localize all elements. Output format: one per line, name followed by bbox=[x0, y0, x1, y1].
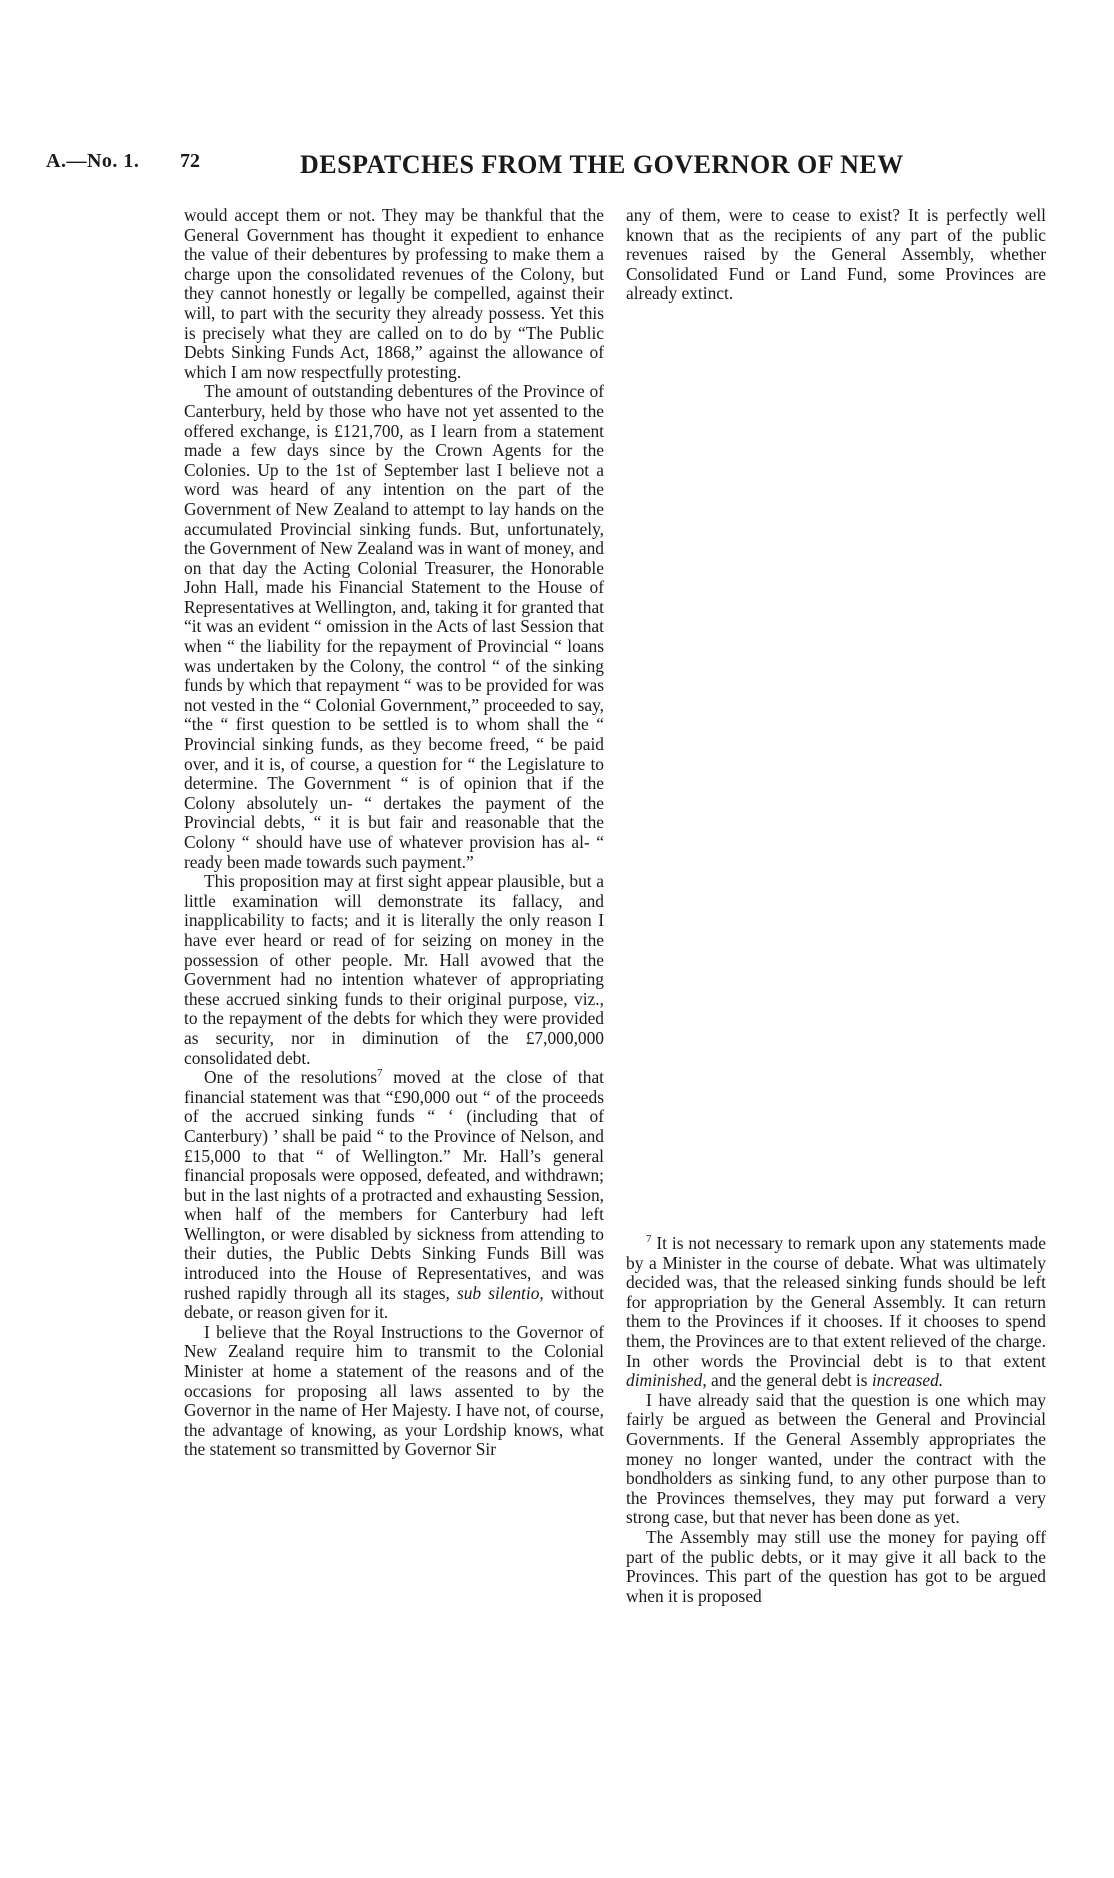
text-run: It is not necessary to remark upon any statements made by a Minister in the course of debate. What was ultimately decided was, that the released sinking funds should be left for appropriation by the General Assembly. It can return them to the Provinces if it chooses. If it chooses to spend them, the Provinces are to that extent relieved of the charge. In other words the Provincial debt is to that extent bbox=[626, 1233, 1046, 1371]
paragraph: I have already said that the question is one which may fairly be argued as between the General and Provincial Governments. If the General Assembly appropriates the money no longer wanted, under the contract with the bondholders as sinking fund, to any other purpose than to the Provinces themselves, they may put forward a very strong case, but that never has been done as yet. bbox=[626, 1389, 1046, 1528]
footnote-paragraph bbox=[626, 1234, 1046, 1391]
italic-text: sub silentio, bbox=[456, 1282, 544, 1303]
running-title: DESPATCHES FROM THE GOVERNOR OF NEW bbox=[300, 150, 904, 179]
text-run: One of the resolutions bbox=[204, 1067, 378, 1088]
paragraph: The Assembly may still use the money for paying off part of the public debts, or it may give it all back to the Provinces. This part of the question has got to be argued when it is proposed bbox=[626, 1526, 1046, 1606]
paragraph bbox=[184, 1068, 604, 1323]
italic-text: increased. bbox=[871, 1370, 944, 1391]
text-run: moved at the close of that financial statement was that “£90,000 out “ of the proceeds of the accrued sinking funds “ ‘ (including that of Canterbury) ’ shall be paid “ to the Province of Nelson, and £15,000 to that “ of Wellington.” Mr. Hall’s general financial proposals were opposed, defeated, and withdrawn; but in the last nights of a protracted and exhausting Session, when half of the members for Canterbury had left Wellington, or were disabled by sickness from attending to their duties, the Public Debts Sinking Funds Bill was introduced into the House of Representatives, and was rushed rapidly through all its stages, bbox=[184, 1067, 604, 1303]
left-column bbox=[184, 206, 604, 1460]
paragraph: would accept them or not. They may be thankful that the General Government has thought it expedient to enhance the value of their debentures by professing to make them a charge upon the consolidated revenues of the Colony, but they cannot honestly or legally be compelled, against their will, to part with the security they already possess. Yet this is precisely what they are called on to do by “The Public Debts Sinking Funds Act, 1868,” against the allowance of which I am now respectfully protesting. bbox=[184, 205, 604, 382]
paragraph: I believe that the Royal Instructions to the Governor of New Zealand require him to transmit to the Colonial Minister at home a statement of the reasons and of the occasions for proposing all laws assented to by the Governor in the name of Her Majesty. I have not, of course, the advantage of knowing, as your Lordship knows, what the statement so transmitted by Governor Sir bbox=[184, 1321, 604, 1460]
footnote-number: 7 bbox=[646, 1233, 652, 1246]
paragraph: The amount of outstanding debentures of the Province of Canterbury, held by those who have not yet assented to the offered exchange, is £121,700, as I learn from a statement made a few days since by the Crown Agents for the Colonies. Up to the 1st of September last I believe not a word was heard of any intention on the part of the Government of New Zealand to attempt to lay hands on the accumulated Provincial sinking funds. But, unfortunately, the Government of New Zealand was in want of money, and on that day the Acting Colonial Treasurer, the Honorable John Hall, made his Financial Statement to the House of Representatives at Wellington, and, taking it for granted that “it was an evident “ omission in the Acts of last Session that when “ the liability for the repayment of Provincial “ loans was undertaken by the Colony, the control “ of the sinking funds by which that repayment “ was to be provided for was not vested in the “ Colonial Government,” proceeded to say, “the “ first question to be settled is to whom shall the “ Provincial sinking funds, as they become freed, “ be paid over, and it is, of course, a question for “ the Legislature to determine. The Government “ is of opinion that if the Colony absolutely un- “ dertakes the payment of the Provincial debts, “ it is but fair and reasonable that the Colony “ should have use of whatever provision has al- “ ready been made towards such payment.” bbox=[184, 381, 604, 872]
paragraph: This proposition may at first sight appear plausible, but a little examination will demonstrate its fallacy, and inapplicability to facts; and it is literally the only reason I have ever heard or read of for seizing on money in the possession of other people. Mr. Hall avowed that the Government had no intention whatever of appropriating these accrued sinking funds to their original purpose, viz., to the repayment of the debts for which they were provided as security, nor in diminution of the £7,000,000 consolidated debt. bbox=[184, 871, 604, 1068]
marginal-note-column bbox=[626, 1234, 1046, 1606]
text-run: without debate, or reason given for it. bbox=[184, 1282, 604, 1323]
text-run: and the general debt is bbox=[706, 1370, 872, 1391]
italic-text: diminished, bbox=[626, 1370, 707, 1391]
document-reference: A.—No. 1. bbox=[46, 150, 140, 172]
right-column-top bbox=[626, 206, 1046, 304]
footnote-marker: 7 bbox=[377, 1067, 383, 1080]
page-number: 72 bbox=[180, 150, 200, 172]
running-header bbox=[0, 150, 1114, 186]
paragraph: any of them, were to cease to exist? It is perfectly well known that as the recipients of any part of the public revenues raised by the General Assembly, whether Consolidated Fund or Land Fund, some Provinces are already extinct. bbox=[626, 205, 1046, 304]
